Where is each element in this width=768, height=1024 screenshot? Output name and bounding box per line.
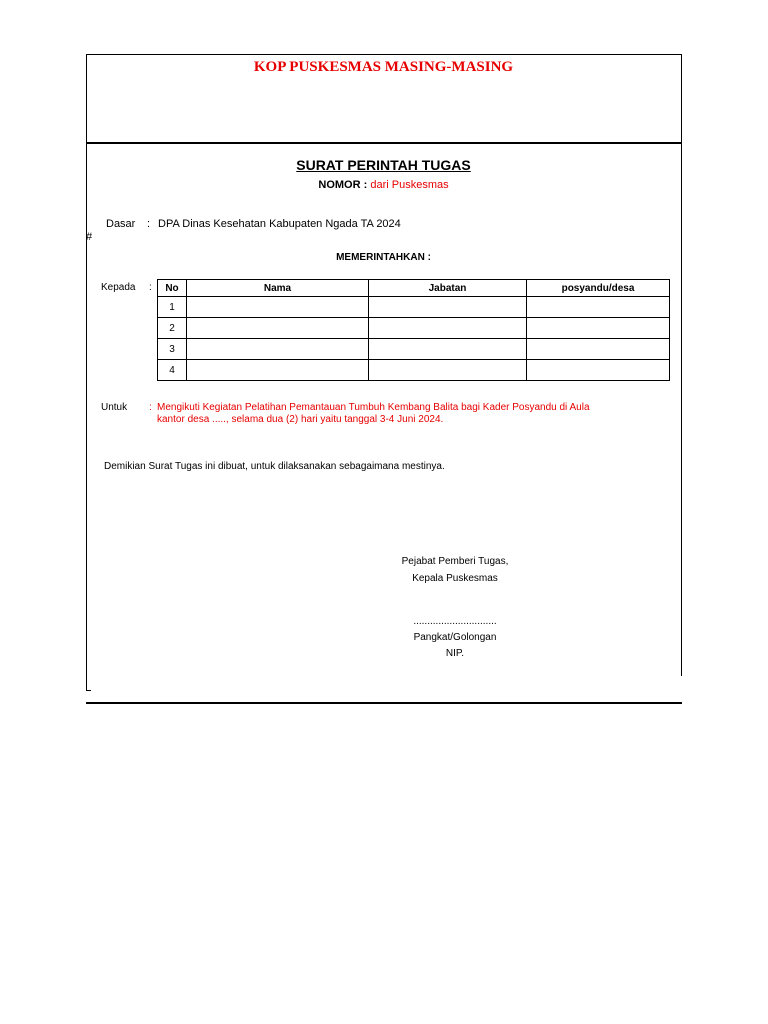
cell-nama[interactable]	[187, 297, 369, 318]
cell-jabatan[interactable]	[369, 318, 527, 339]
memerintahkan-heading: MEMERINTAHKAN :	[336, 252, 431, 263]
signature-block	[340, 553, 570, 587]
document-number	[86, 179, 681, 191]
cell-posyandu-desa[interactable]	[527, 339, 670, 360]
dasar-value: DPA Dinas Kesehatan Kabupaten Ngada TA 2024	[158, 218, 401, 230]
table-row	[158, 297, 670, 318]
table-header-row	[158, 280, 670, 297]
cell-jabatan[interactable]	[369, 297, 527, 318]
closing-statement: Demikian Surat Tugas ini dibuat, untuk dilaksanakan sebagaimana mestinya.	[104, 461, 445, 472]
untuk-label: Untuk	[101, 402, 128, 413]
assignee-table	[157, 279, 670, 381]
signature-dots: ..............................	[413, 616, 497, 627]
cell-nama[interactable]	[187, 339, 369, 360]
header-posyandu-desa: posyandu/desa	[527, 280, 670, 297]
cell-posyandu-desa[interactable]	[527, 360, 670, 381]
cell-no: 2	[158, 318, 187, 339]
cell-nama[interactable]	[187, 360, 369, 381]
cell-jabatan[interactable]	[369, 339, 527, 360]
cell-posyandu-desa[interactable]	[527, 297, 670, 318]
table-row	[158, 318, 670, 339]
kop-divider	[86, 142, 682, 144]
header-jabatan: Jabatan	[369, 280, 527, 297]
cell-posyandu-desa[interactable]	[527, 318, 670, 339]
frame-right-border	[681, 54, 682, 676]
cell-jabatan[interactable]	[369, 360, 527, 381]
kepada-label: Kepada	[101, 282, 136, 293]
hash-mark: #	[86, 231, 93, 243]
frame-left-border	[86, 54, 87, 690]
cell-no: 1	[158, 297, 187, 318]
untuk-line-2: kantor desa ....., selama dua (2) hari yaitu tanggal 3-4 Juni 2024.	[157, 414, 444, 425]
frame-bottom-tick	[86, 690, 91, 691]
untuk-colon: :	[149, 402, 152, 413]
table-row	[158, 360, 670, 381]
document-title: SURAT PERINTAH TUGAS	[296, 157, 471, 173]
cell-no: 4	[158, 360, 187, 381]
kepada-colon: :	[149, 282, 152, 293]
header-nama: Nama	[187, 280, 369, 297]
frame-top-border	[86, 54, 682, 55]
dasar-colon: :	[147, 218, 151, 230]
pangkat-golongan: Pangkat/Golongan	[413, 632, 497, 643]
header-no: No	[158, 280, 187, 297]
cell-no: 3	[158, 339, 187, 360]
untuk-line-1: Mengikuti Kegiatan Pelatihan Pemantauan Tumbuh Kembang Balita bagi Kader Posyandu di Aula	[157, 402, 590, 413]
nip-label: NIP.	[445, 648, 465, 659]
cell-nama[interactable]	[187, 318, 369, 339]
letterhead-title: KOP PUSKESMAS MASING-MASING	[253, 59, 514, 75]
table-row	[158, 339, 670, 360]
untuk-text	[157, 402, 667, 426]
nomor-value: dari Puskesmas	[370, 179, 449, 191]
dasar-label: Dasar	[106, 218, 136, 230]
signature-official: Pejabat Pemberi Tugas,	[401, 556, 509, 567]
signature-position: Kepala Puskesmas	[412, 573, 498, 584]
nomor-label: NOMOR :	[318, 179, 368, 191]
signature-rank	[340, 630, 570, 662]
footer-divider	[86, 702, 682, 704]
